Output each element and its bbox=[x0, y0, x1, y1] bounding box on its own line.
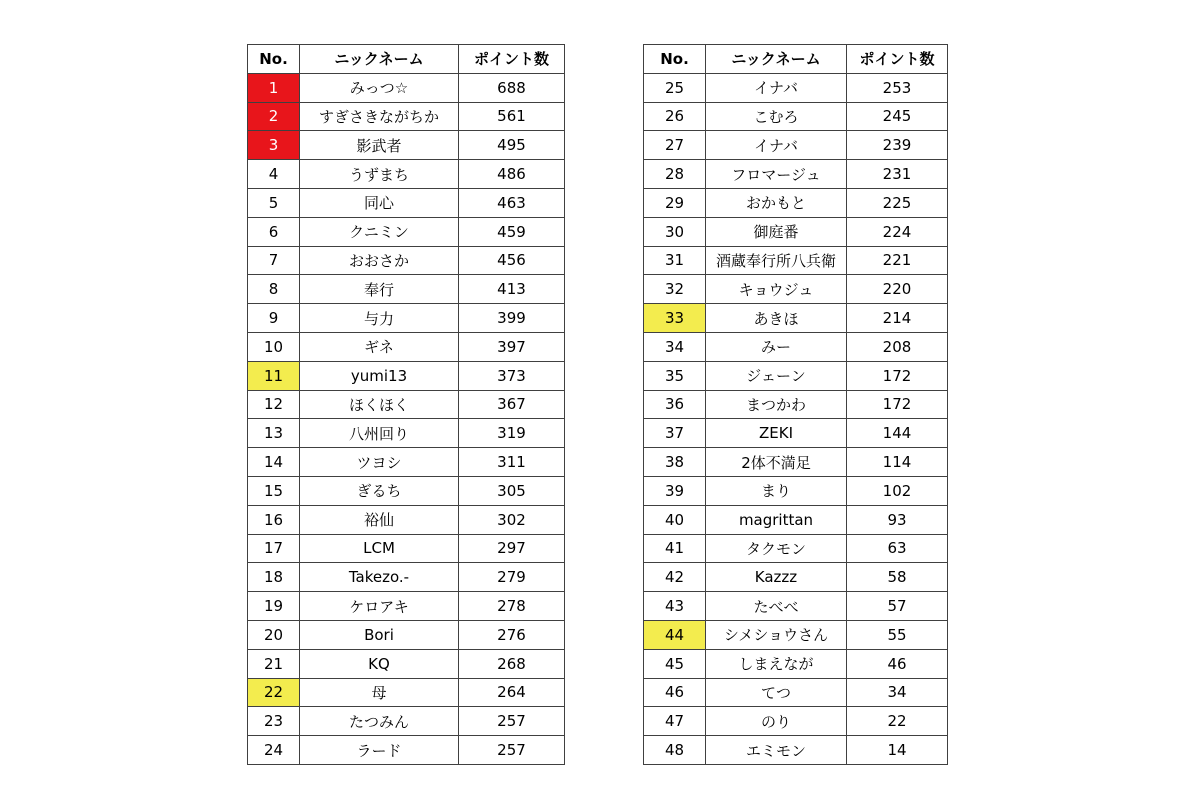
points-cell: 279 bbox=[459, 563, 565, 592]
nickname-cell: 同心 bbox=[300, 188, 459, 217]
table-row bbox=[644, 361, 948, 390]
table-row bbox=[248, 534, 565, 563]
points-cell: 399 bbox=[459, 304, 565, 333]
points-cell: 302 bbox=[459, 505, 565, 534]
table-row bbox=[248, 246, 565, 275]
rank-number-cell: 19 bbox=[248, 592, 300, 621]
rank-number-cell: 11 bbox=[248, 361, 300, 390]
table-row bbox=[644, 217, 948, 246]
table-row bbox=[644, 390, 948, 419]
nickname-cell: まり bbox=[706, 476, 847, 505]
header-points: ポイント数 bbox=[847, 45, 948, 74]
nickname-cell: タクモン bbox=[706, 534, 847, 563]
points-cell: 22 bbox=[847, 707, 948, 736]
points-cell: 495 bbox=[459, 131, 565, 160]
header-row bbox=[248, 45, 565, 74]
table-row bbox=[248, 217, 565, 246]
table-row bbox=[644, 304, 948, 333]
nickname-cell: うずまち bbox=[300, 160, 459, 189]
points-cell: 486 bbox=[459, 160, 565, 189]
rank-number-cell: 48 bbox=[644, 736, 706, 765]
table-row bbox=[248, 505, 565, 534]
table-row bbox=[248, 361, 565, 390]
rank-number-cell: 22 bbox=[248, 678, 300, 707]
nickname-cell: フロマージュ bbox=[706, 160, 847, 189]
rank-number-cell: 1 bbox=[248, 73, 300, 102]
ranking-table-right bbox=[643, 44, 948, 765]
table-row bbox=[644, 102, 948, 131]
nickname-cell: おかもと bbox=[706, 188, 847, 217]
points-cell: 397 bbox=[459, 332, 565, 361]
table-row bbox=[644, 620, 948, 649]
table-row bbox=[248, 707, 565, 736]
table-row bbox=[644, 188, 948, 217]
points-cell: 14 bbox=[847, 736, 948, 765]
nickname-cell: シメショウさん bbox=[706, 620, 847, 649]
nickname-cell: ぎるち bbox=[300, 476, 459, 505]
rank-number-cell: 2 bbox=[248, 102, 300, 131]
nickname-cell: ケロアキ bbox=[300, 592, 459, 621]
nickname-cell: 影武者 bbox=[300, 131, 459, 160]
points-cell: 305 bbox=[459, 476, 565, 505]
rank-number-cell: 38 bbox=[644, 448, 706, 477]
points-cell: 245 bbox=[847, 102, 948, 131]
points-cell: 257 bbox=[459, 736, 565, 765]
points-cell: 459 bbox=[459, 217, 565, 246]
points-cell: 373 bbox=[459, 361, 565, 390]
table-row bbox=[644, 476, 948, 505]
points-cell: 221 bbox=[847, 246, 948, 275]
points-cell: 114 bbox=[847, 448, 948, 477]
nickname-cell: magrittan bbox=[706, 505, 847, 534]
nickname-cell: yumi13 bbox=[300, 361, 459, 390]
nickname-cell: 母 bbox=[300, 678, 459, 707]
points-cell: 276 bbox=[459, 620, 565, 649]
header-row bbox=[644, 45, 948, 74]
table-row bbox=[644, 448, 948, 477]
header-no: No. bbox=[644, 45, 706, 74]
rank-number-cell: 47 bbox=[644, 707, 706, 736]
table-row bbox=[248, 188, 565, 217]
nickname-cell: みー bbox=[706, 332, 847, 361]
table-row bbox=[248, 304, 565, 333]
rank-number-cell: 25 bbox=[644, 73, 706, 102]
nickname-cell: 酒蔵奉行所八兵衛 bbox=[706, 246, 847, 275]
rank-number-cell: 30 bbox=[644, 217, 706, 246]
table-row bbox=[644, 160, 948, 189]
table-row bbox=[248, 448, 565, 477]
points-cell: 257 bbox=[459, 707, 565, 736]
points-cell: 297 bbox=[459, 534, 565, 563]
table-row bbox=[644, 678, 948, 707]
nickname-cell: 御庭番 bbox=[706, 217, 847, 246]
points-cell: 253 bbox=[847, 73, 948, 102]
nickname-cell: ラード bbox=[300, 736, 459, 765]
points-cell: 34 bbox=[847, 678, 948, 707]
nickname-cell: ほくほく bbox=[300, 390, 459, 419]
rank-number-cell: 14 bbox=[248, 448, 300, 477]
ranking-table-left bbox=[247, 44, 565, 765]
points-cell: 55 bbox=[847, 620, 948, 649]
rank-number-cell: 34 bbox=[644, 332, 706, 361]
table-row bbox=[248, 563, 565, 592]
rank-number-cell: 23 bbox=[248, 707, 300, 736]
nickname-cell: Takezo.- bbox=[300, 563, 459, 592]
nickname-cell: 与力 bbox=[300, 304, 459, 333]
points-cell: 93 bbox=[847, 505, 948, 534]
rank-number-cell: 35 bbox=[644, 361, 706, 390]
points-cell: 214 bbox=[847, 304, 948, 333]
rank-number-cell: 33 bbox=[644, 304, 706, 333]
points-cell: 413 bbox=[459, 275, 565, 304]
points-cell: 144 bbox=[847, 419, 948, 448]
nickname-cell: KQ bbox=[300, 649, 459, 678]
nickname-cell: 八州回り bbox=[300, 419, 459, 448]
table-row bbox=[248, 620, 565, 649]
table-row bbox=[248, 476, 565, 505]
points-cell: 224 bbox=[847, 217, 948, 246]
rank-number-cell: 32 bbox=[644, 275, 706, 304]
points-cell: 278 bbox=[459, 592, 565, 621]
table-row bbox=[644, 419, 948, 448]
nickname-cell: まつかわ bbox=[706, 390, 847, 419]
points-cell: 264 bbox=[459, 678, 565, 707]
nickname-cell: LCM bbox=[300, 534, 459, 563]
points-cell: 225 bbox=[847, 188, 948, 217]
nickname-cell: たべべ bbox=[706, 592, 847, 621]
nickname-cell: すぎさきながちか bbox=[300, 102, 459, 131]
table-row bbox=[644, 505, 948, 534]
table-row bbox=[644, 73, 948, 102]
rank-number-cell: 45 bbox=[644, 649, 706, 678]
rank-number-cell: 18 bbox=[248, 563, 300, 592]
nickname-cell: てつ bbox=[706, 678, 847, 707]
rank-number-cell: 20 bbox=[248, 620, 300, 649]
rank-number-cell: 41 bbox=[644, 534, 706, 563]
rank-number-cell: 27 bbox=[644, 131, 706, 160]
table-row bbox=[248, 592, 565, 621]
nickname-cell: ZEKI bbox=[706, 419, 847, 448]
points-cell: 58 bbox=[847, 563, 948, 592]
rank-number-cell: 40 bbox=[644, 505, 706, 534]
table-row bbox=[644, 563, 948, 592]
rank-number-cell: 28 bbox=[644, 160, 706, 189]
rank-number-cell: 7 bbox=[248, 246, 300, 275]
table-row bbox=[644, 246, 948, 275]
points-cell: 46 bbox=[847, 649, 948, 678]
rank-number-cell: 26 bbox=[644, 102, 706, 131]
points-cell: 172 bbox=[847, 390, 948, 419]
rank-number-cell: 8 bbox=[248, 275, 300, 304]
nickname-cell: しまえなが bbox=[706, 649, 847, 678]
points-cell: 367 bbox=[459, 390, 565, 419]
rank-number-cell: 39 bbox=[644, 476, 706, 505]
nickname-cell: たつみん bbox=[300, 707, 459, 736]
rank-number-cell: 29 bbox=[644, 188, 706, 217]
table-row bbox=[248, 419, 565, 448]
header-nickname: ニックネーム bbox=[300, 45, 459, 74]
table-row bbox=[248, 275, 565, 304]
points-cell: 57 bbox=[847, 592, 948, 621]
rank-number-cell: 9 bbox=[248, 304, 300, 333]
nickname-cell: Kazzz bbox=[706, 563, 847, 592]
header-nickname: ニックネーム bbox=[706, 45, 847, 74]
rank-number-cell: 6 bbox=[248, 217, 300, 246]
table-row bbox=[248, 131, 565, 160]
table-row bbox=[644, 332, 948, 361]
points-cell: 311 bbox=[459, 448, 565, 477]
points-cell: 231 bbox=[847, 160, 948, 189]
nickname-cell: イナバ bbox=[706, 73, 847, 102]
nickname-cell: ジェーン bbox=[706, 361, 847, 390]
nickname-cell: あきほ bbox=[706, 304, 847, 333]
rank-number-cell: 12 bbox=[248, 390, 300, 419]
rank-number-cell: 3 bbox=[248, 131, 300, 160]
nickname-cell: キョウジュ bbox=[706, 275, 847, 304]
header-points: ポイント数 bbox=[459, 45, 565, 74]
rank-number-cell: 46 bbox=[644, 678, 706, 707]
rank-number-cell: 37 bbox=[644, 419, 706, 448]
points-cell: 456 bbox=[459, 246, 565, 275]
table-row bbox=[644, 707, 948, 736]
table-row bbox=[248, 160, 565, 189]
points-cell: 63 bbox=[847, 534, 948, 563]
rank-number-cell: 5 bbox=[248, 188, 300, 217]
nickname-cell: ギネ bbox=[300, 332, 459, 361]
table-row bbox=[644, 649, 948, 678]
points-cell: 239 bbox=[847, 131, 948, 160]
rank-number-cell: 10 bbox=[248, 332, 300, 361]
rank-number-cell: 17 bbox=[248, 534, 300, 563]
rank-number-cell: 16 bbox=[248, 505, 300, 534]
rank-number-cell: 31 bbox=[644, 246, 706, 275]
nickname-cell: みっつ☆ bbox=[300, 73, 459, 102]
nickname-cell: エミモン bbox=[706, 736, 847, 765]
points-cell: 319 bbox=[459, 419, 565, 448]
table-row bbox=[248, 390, 565, 419]
nickname-cell: Bori bbox=[300, 620, 459, 649]
table-row bbox=[248, 736, 565, 765]
points-cell: 172 bbox=[847, 361, 948, 390]
rank-number-cell: 44 bbox=[644, 620, 706, 649]
nickname-cell: 奉行 bbox=[300, 275, 459, 304]
nickname-cell: ツヨシ bbox=[300, 448, 459, 477]
table-row bbox=[644, 534, 948, 563]
table-row bbox=[248, 102, 565, 131]
points-cell: 688 bbox=[459, 73, 565, 102]
table-row bbox=[644, 736, 948, 765]
nickname-cell: 2体不満足 bbox=[706, 448, 847, 477]
rank-number-cell: 4 bbox=[248, 160, 300, 189]
points-cell: 220 bbox=[847, 275, 948, 304]
points-cell: 268 bbox=[459, 649, 565, 678]
rank-number-cell: 24 bbox=[248, 736, 300, 765]
nickname-cell: おおさか bbox=[300, 246, 459, 275]
rank-number-cell: 21 bbox=[248, 649, 300, 678]
points-cell: 463 bbox=[459, 188, 565, 217]
nickname-cell: クニミン bbox=[300, 217, 459, 246]
table-row bbox=[644, 131, 948, 160]
nickname-cell: こむろ bbox=[706, 102, 847, 131]
table-row bbox=[644, 592, 948, 621]
nickname-cell: のり bbox=[706, 707, 847, 736]
nickname-cell: イナバ bbox=[706, 131, 847, 160]
rank-number-cell: 13 bbox=[248, 419, 300, 448]
rank-number-cell: 42 bbox=[644, 563, 706, 592]
table-row bbox=[248, 73, 565, 102]
points-cell: 561 bbox=[459, 102, 565, 131]
rank-number-cell: 15 bbox=[248, 476, 300, 505]
points-cell: 208 bbox=[847, 332, 948, 361]
table-row bbox=[644, 275, 948, 304]
points-cell: 102 bbox=[847, 476, 948, 505]
table-row bbox=[248, 678, 565, 707]
table-row bbox=[248, 332, 565, 361]
nickname-cell: 裕仙 bbox=[300, 505, 459, 534]
rank-number-cell: 43 bbox=[644, 592, 706, 621]
header-no: No. bbox=[248, 45, 300, 74]
rank-number-cell: 36 bbox=[644, 390, 706, 419]
table-row bbox=[248, 649, 565, 678]
